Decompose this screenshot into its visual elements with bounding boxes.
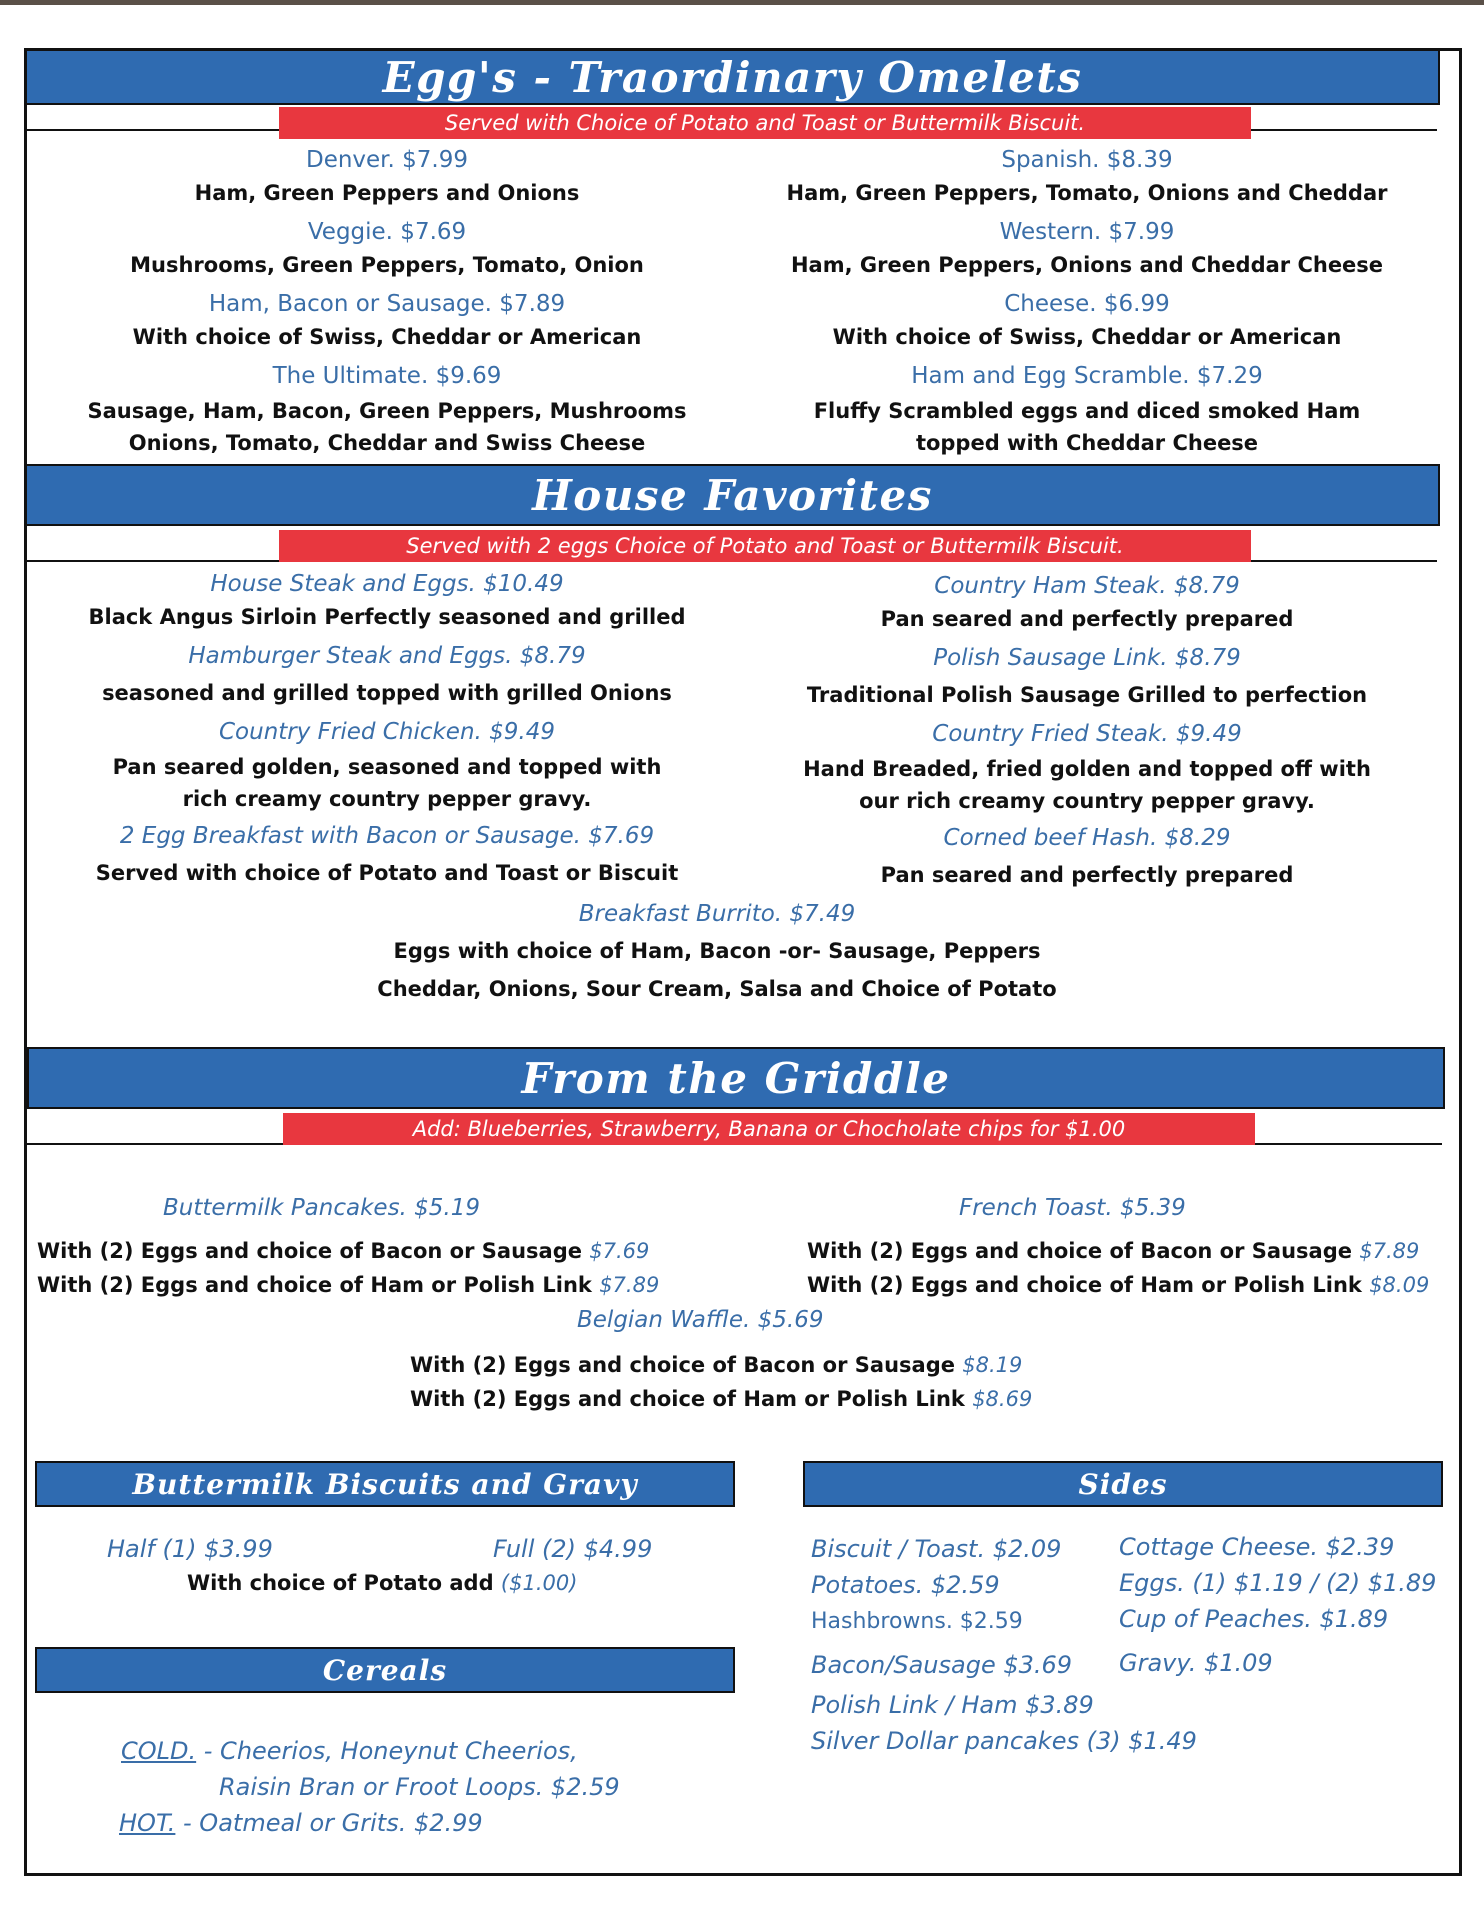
- menu-item-name: Corned beef Hash. $8.29: [943, 825, 1231, 851]
- menu-item-desc: topped with Cheddar Cheese: [915, 431, 1259, 455]
- menu-item-price: $8.09: [1369, 1273, 1430, 1297]
- menu-item-desc: Served with choice of Potato and Toast or Biscuit: [95, 861, 679, 885]
- menu-item-name: Country Fried Steak. $9.49: [932, 721, 1242, 747]
- omelets-subtitle: Served with Choice of Potato and Toast or Buttermilk Biscuit.: [444, 111, 1086, 135]
- menu-item-desc: With (2) Eggs and choice of Ham or Polish Link $8.09: [807, 1273, 1430, 1297]
- sides-title: Sides: [1078, 1467, 1168, 1501]
- menu-item-desc: Pan seared golden, seasoned and topped with: [112, 755, 662, 779]
- menu-item-desc: Sausage, Ham, Bacon, Green Peppers, Mushrooms: [87, 399, 687, 423]
- menu-item-price: $7.89: [599, 1273, 660, 1297]
- cereals-cold-2: Raisin Bran or Froot Loops. $2.59: [219, 1773, 620, 1801]
- menu-item-name: Country Ham Steak. $8.79: [934, 573, 1240, 599]
- menu-item-price: $8.19: [962, 1353, 1023, 1377]
- menu-item-desc: our rich creamy country pepper gravy.: [859, 789, 1315, 813]
- griddle-subtitle-bar: [283, 1113, 1255, 1145]
- biscuits-title: Buttermilk Biscuits and Gravy: [132, 1467, 638, 1501]
- menu-item-desc: Ham, Green Peppers and Onions: [194, 181, 580, 205]
- menu-item-name: Polish Sausage Link. $8.79: [933, 645, 1241, 671]
- menu-item-desc: Onions, Tomato, Cheddar and Swiss Cheese: [128, 431, 646, 455]
- menu-item-name: Spanish. $8.39: [1001, 147, 1173, 173]
- biscuits-potato: With choice of Potato add ($1.00): [187, 1571, 578, 1595]
- house-subtitle: Served with 2 eggs Choice of Potato and Toast or Buttermilk Biscuit.: [406, 534, 1124, 558]
- menu-item-desc: rich creamy country pepper gravy.: [182, 787, 592, 811]
- menu-item-name: Veggie. $7.69: [307, 219, 467, 245]
- side-item: Cottage Cheese. $2.39: [1119, 1533, 1395, 1561]
- biscuits-full: Full (2) $4.99: [493, 1535, 653, 1563]
- menu-item-desc: Cheddar, Onions, Sour Cream, Salsa and Choice of Potato: [377, 977, 1057, 1001]
- top-edge-line: [0, 0, 1484, 5]
- griddle-header: [27, 1047, 1445, 1109]
- side-item: Biscuit / Toast. $2.09: [811, 1535, 1062, 1563]
- side-item: Bacon/Sausage $3.69: [811, 1651, 1073, 1679]
- menu-item-name: Breakfast Burrito. $7.49: [578, 901, 856, 927]
- griddle-subtitle: Add: Blueberries, Strawberry, Banana or Chocholate chips for $1.00: [412, 1117, 1126, 1141]
- cereals-header: [35, 1647, 735, 1693]
- side-item: Potatoes. $2.59: [811, 1571, 1000, 1599]
- hot-label: HOT.: [119, 1809, 176, 1837]
- cereals-title: Cereals: [322, 1653, 448, 1687]
- menu-item-desc: Mushrooms, Green Peppers, Tomato, Onion: [130, 253, 644, 277]
- menu-item-desc: Pan seared and perfectly prepared: [880, 607, 1294, 631]
- menu-item-name: Hamburger Steak and Eggs. $8.79: [188, 643, 586, 669]
- menu-item-name: Ham, Bacon or Sausage. $7.89: [208, 291, 566, 317]
- menu-item-desc: With (2) Eggs and choice of Ham or Polish Link $7.89: [37, 1273, 660, 1297]
- menu-item-name: Belgian Waffle. $5.69: [577, 1307, 824, 1333]
- menu-item-name: Ham and Egg Scramble. $7.29: [911, 363, 1263, 389]
- menu-item-desc: With (2) Eggs and choice of Bacon or Sausage $7.69: [37, 1239, 650, 1263]
- menu-item-desc: Hand Breaded, fried golden and topped off with: [803, 757, 1371, 781]
- omelets-title: Egg's - Traordinary Omelets: [382, 52, 1083, 102]
- menu-item-desc: With (2) Eggs and choice of Ham or Polish Link $8.69: [410, 1387, 1033, 1411]
- side-item: Eggs. (1) $1.19 / (2) $1.89: [1119, 1569, 1437, 1597]
- menu-item-desc: Pan seared and perfectly prepared: [880, 863, 1294, 887]
- cold-label: COLD.: [121, 1737, 197, 1765]
- menu-item-name: Country Fried Chicken. $9.49: [218, 719, 555, 745]
- biscuits-header: [35, 1461, 735, 1507]
- menu-item-name: Buttermilk Pancakes. $5.19: [163, 1195, 481, 1221]
- biscuits-half: Half (1) $3.99: [107, 1535, 273, 1563]
- menu-item-name: French Toast. $5.39: [959, 1195, 1186, 1221]
- menu-item-desc: Traditional Polish Sausage Grilled to perfection: [806, 683, 1368, 707]
- menu-item-price: $7.69: [589, 1239, 650, 1263]
- menu-item-price: ($1.00): [500, 1571, 578, 1595]
- menu-item-name: House Steak and Eggs. $10.49: [210, 571, 564, 597]
- house-header: [25, 464, 1440, 526]
- omelets-header: [25, 49, 1440, 105]
- menu-item-price: $7.89: [1359, 1239, 1420, 1263]
- menu-item-desc: With (2) Eggs and choice of Bacon or Sausage $8.19: [410, 1353, 1023, 1377]
- menu-item-name: Cheese. $6.99: [1004, 291, 1170, 317]
- cereals-hot: HOT. - Oatmeal or Grits. $2.99: [119, 1809, 483, 1837]
- menu-item-desc: With choice of Swiss, Cheddar or American: [832, 325, 1342, 349]
- menu-item-name: Western. $7.99: [999, 219, 1175, 245]
- menu-item-desc: With (2) Eggs and choice of Bacon or Sausage $7.89: [807, 1239, 1420, 1263]
- house-title: House Favorites: [532, 470, 933, 520]
- side-item: Gravy. $1.09: [1119, 1649, 1273, 1677]
- side-item: Silver Dollar pancakes (3) $1.49: [811, 1727, 1197, 1755]
- menu-item-desc: Black Angus Sirloin Perfectly seasoned and grilled: [88, 605, 686, 629]
- side-item: Hashbrowns. $2.59: [811, 1609, 1023, 1634]
- menu-item-desc: seasoned and grilled topped with grilled Onions: [102, 681, 672, 705]
- menu-item-desc: Fluffy Scrambled eggs and diced smoked Ham: [813, 399, 1361, 423]
- menu-item-name: 2 Egg Breakfast with Bacon or Sausage. $7.69: [119, 823, 655, 849]
- menu-item-desc: With choice of Swiss, Cheddar or American: [132, 325, 642, 349]
- omelets-subtitle-bar: [279, 107, 1251, 139]
- menu-item-desc: Eggs with choice of Ham, Bacon -or- Sausage, Peppers: [393, 939, 1041, 963]
- cereals-cold: COLD. - Cheerios, Honeynut Cheerios,: [121, 1737, 578, 1765]
- menu-item-desc: Ham, Green Peppers, Tomato, Onions and Cheddar: [786, 181, 1388, 205]
- menu-item-name: The Ultimate. $9.69: [272, 363, 502, 389]
- house-subtitle-bar: [279, 530, 1251, 562]
- side-item: Polish Link / Ham $3.89: [811, 1691, 1094, 1719]
- menu-item-desc: Ham, Green Peppers, Onions and Cheddar Cheese: [790, 253, 1384, 277]
- menu-item-name: Denver. $7.99: [305, 147, 468, 173]
- menu-item-price: $8.69: [972, 1387, 1033, 1411]
- side-item: Cup of Peaches. $1.89: [1119, 1605, 1389, 1633]
- sides-header: [803, 1461, 1443, 1507]
- menu-page: [24, 48, 1462, 1876]
- griddle-title: From the Griddle: [521, 1053, 951, 1103]
